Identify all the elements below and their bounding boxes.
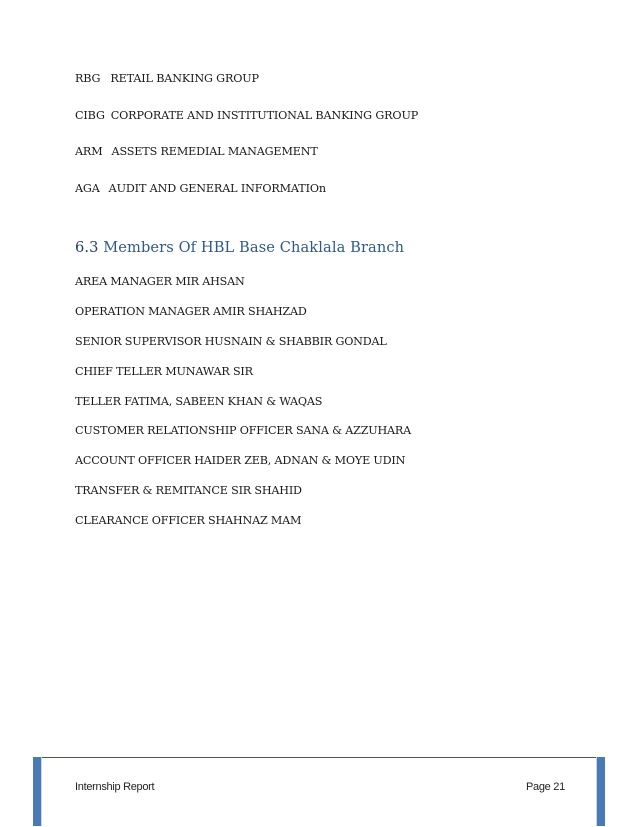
abbreviation-code: CIBG — [75, 108, 105, 122]
members-list — [75, 275, 595, 544]
member-item: CLEARANCE OFFICER SHAHNAZ MAM — [75, 514, 302, 528]
abbreviation-meaning: CORPORATE AND INSTITUTIONAL BANKING GROUP — [110, 108, 419, 122]
abbreviation-row — [75, 182, 595, 219]
member-item: AREA MANAGER MIR AHSAN — [75, 275, 245, 288]
member-item: OPERATION MANAGER AMIR SHAHZAD — [75, 304, 307, 318]
member-item: TELLER FATIMA, SABEEN KHAN & WAQAS — [75, 394, 323, 408]
abbreviation-code: ARM — [75, 145, 103, 158]
abbreviation-row — [75, 72, 595, 109]
member-item: SENIOR SUPERVISOR HUSNAIN & SHABBIR GONDAL — [75, 334, 387, 348]
abbreviation-row — [75, 145, 595, 182]
abbreviation-list — [75, 72, 595, 218]
section-number: 6.3 — [75, 239, 99, 256]
member-item: CUSTOMER RELATIONSHIP OFFICER SANA & AZZUHARA — [75, 424, 412, 438]
abbreviation-meaning: AUDIT AND GENERAL INFORMATIOn — [108, 181, 326, 195]
member-item: ACCOUNT OFFICER HAIDER ZEB, ADNAN & MOYE UDIN — [75, 454, 406, 468]
abbreviation-code: RBG — [75, 72, 101, 85]
section-heading — [75, 239, 404, 257]
abbreviation-meaning: RETAIL BANKING GROUP — [110, 72, 259, 85]
footer-left-bar — [33, 757, 42, 826]
abbreviation-code: AGA — [75, 181, 100, 195]
abbreviation-row — [75, 109, 595, 146]
footer-report-title: Internship Report — [75, 781, 155, 793]
member-item: TRANSFER & REMITANCE SIR SHAHID — [75, 484, 302, 498]
section-title: Members Of HBL Base Chaklala Branch — [103, 239, 405, 256]
footer-page-number: Page 21 — [526, 781, 565, 793]
footer-right-bar — [596, 757, 605, 826]
member-item: CHIEF TELLER MUNAWAR SIR — [75, 364, 253, 378]
abbreviation-meaning: ASSETS REMEDIAL MANAGEMENT — [111, 145, 318, 158]
